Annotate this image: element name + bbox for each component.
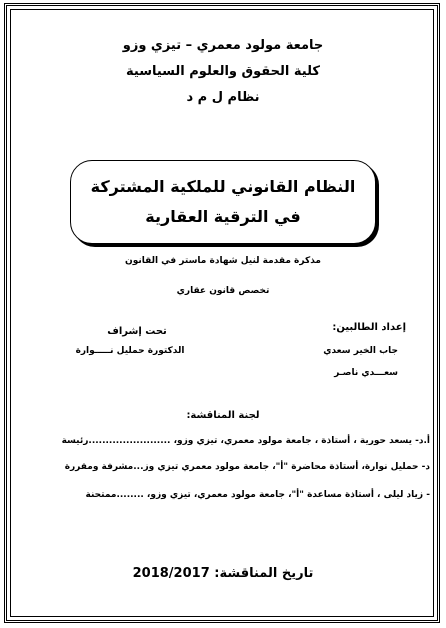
study-system: نظام ل م د bbox=[186, 90, 260, 105]
university-name: جامعة مولود معمري – تيزي وزو bbox=[122, 38, 324, 53]
student-name-2: سعـــدي ناصـر bbox=[334, 368, 398, 378]
supervisor-name: الدكتورة حمليل نـــــوارة bbox=[75, 346, 185, 356]
student-name-1: جاب الخير سعدي bbox=[323, 346, 398, 356]
specialty: تخصص قانون عقاري bbox=[176, 286, 270, 296]
thesis-title-box bbox=[70, 160, 376, 244]
thesis-title-line1: النظام القانوني للملكية المشتركة bbox=[90, 177, 356, 196]
committee-member-2: د- حمليل نوارة، أستاذة محاضرة "أ"، جامعة مولود معمري تيزي وز...مشرفة ومقررة bbox=[64, 462, 430, 472]
students-label: إعداد الطالبين: bbox=[332, 322, 406, 333]
faculty-name: كلية الحقوق والعلوم السياسية bbox=[126, 64, 320, 79]
defense-date: تاريخ المناقشة: 2018/2017 bbox=[132, 566, 314, 581]
committee-member-1: أ.د- يسعد حورية ، أستاذة ، جامعة مولود معمري، تيزي وزو، ........................رئيسة bbox=[61, 436, 430, 446]
committee-label: لجنة المناقشة: bbox=[186, 410, 260, 421]
thesis-title-line2: في الترقية العقارية bbox=[145, 207, 301, 226]
committee-member-3: - زياد ليلى ، أستاذة مساعدة "أ"، جامعة مولود معمري، تيزي وزو، ........ممتحنة bbox=[85, 490, 430, 500]
supervisor-label: تحت إشراف bbox=[107, 326, 167, 337]
thesis-note: مذكرة مقدمة لنيل شهادة ماستر في القانون bbox=[125, 256, 321, 266]
